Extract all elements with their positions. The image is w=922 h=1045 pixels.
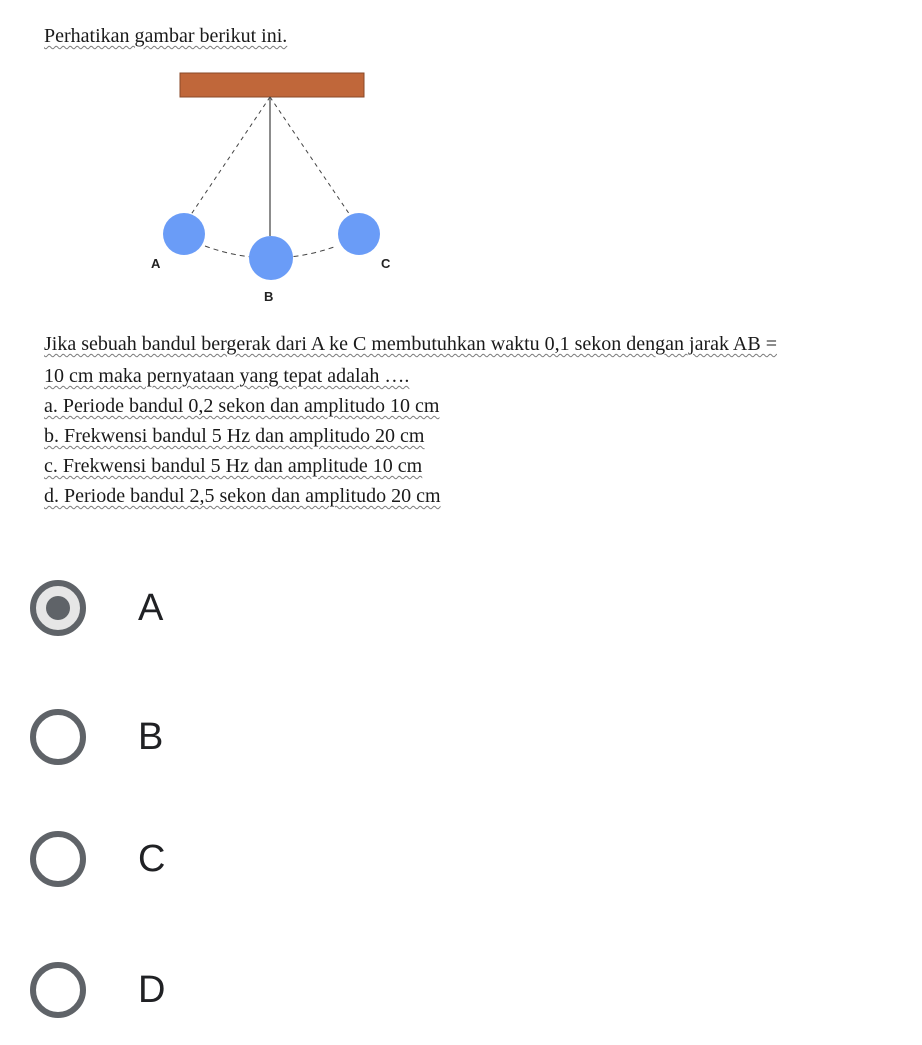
label-b: B bbox=[264, 289, 274, 304]
answer-option-label: A bbox=[138, 586, 164, 629]
pendulum-bob-b bbox=[249, 236, 293, 280]
radio-selected-icon[interactable] bbox=[30, 580, 86, 636]
answer-option-c[interactable] bbox=[30, 824, 630, 894]
answer-option-label: C bbox=[138, 837, 166, 880]
question-stem-line1: Jika sebuah bandul bergerak dari A ke C membutuhkan waktu 0,1 sekon dengan jarak AB = bbox=[44, 333, 777, 355]
pendulum-support bbox=[180, 73, 364, 97]
pendulum-bob-c bbox=[338, 213, 380, 255]
pendulum-string-right bbox=[270, 97, 352, 218]
pendulum-string-left bbox=[190, 97, 270, 216]
radio-unselected-icon[interactable] bbox=[30, 962, 86, 1018]
question-stem-line2: 10 cm maka pernyataan yang tepat adalah …. bbox=[44, 365, 410, 387]
question-intro: Perhatikan gambar berikut ini. bbox=[44, 25, 288, 47]
radio-dot-icon bbox=[46, 596, 70, 620]
answer-option-label: D bbox=[138, 968, 166, 1011]
answer-option-d[interactable] bbox=[30, 955, 630, 1025]
pendulum-diagram bbox=[0, 0, 922, 310]
choice-b: b. Frekwensi bandul 5 Hz dan amplitudo 20 cm bbox=[44, 425, 425, 447]
label-c: C bbox=[381, 256, 391, 271]
radio-unselected-icon[interactable] bbox=[30, 831, 86, 887]
answer-option-a[interactable] bbox=[30, 573, 630, 643]
answer-option-label: B bbox=[138, 715, 164, 758]
choice-d: d. Periode bandul 2,5 sekon dan amplitudo 20 cm bbox=[44, 485, 441, 507]
choice-a: a. Periode bandul 0,2 sekon dan amplitudo 10 cm bbox=[44, 395, 440, 417]
pendulum-bob-a bbox=[163, 213, 205, 255]
choice-c: c. Frekwensi bandul 5 Hz dan amplitude 10 cm bbox=[44, 455, 423, 477]
radio-unselected-icon[interactable] bbox=[30, 709, 86, 765]
label-a: A bbox=[151, 256, 161, 271]
answer-option-b[interactable] bbox=[30, 702, 630, 772]
